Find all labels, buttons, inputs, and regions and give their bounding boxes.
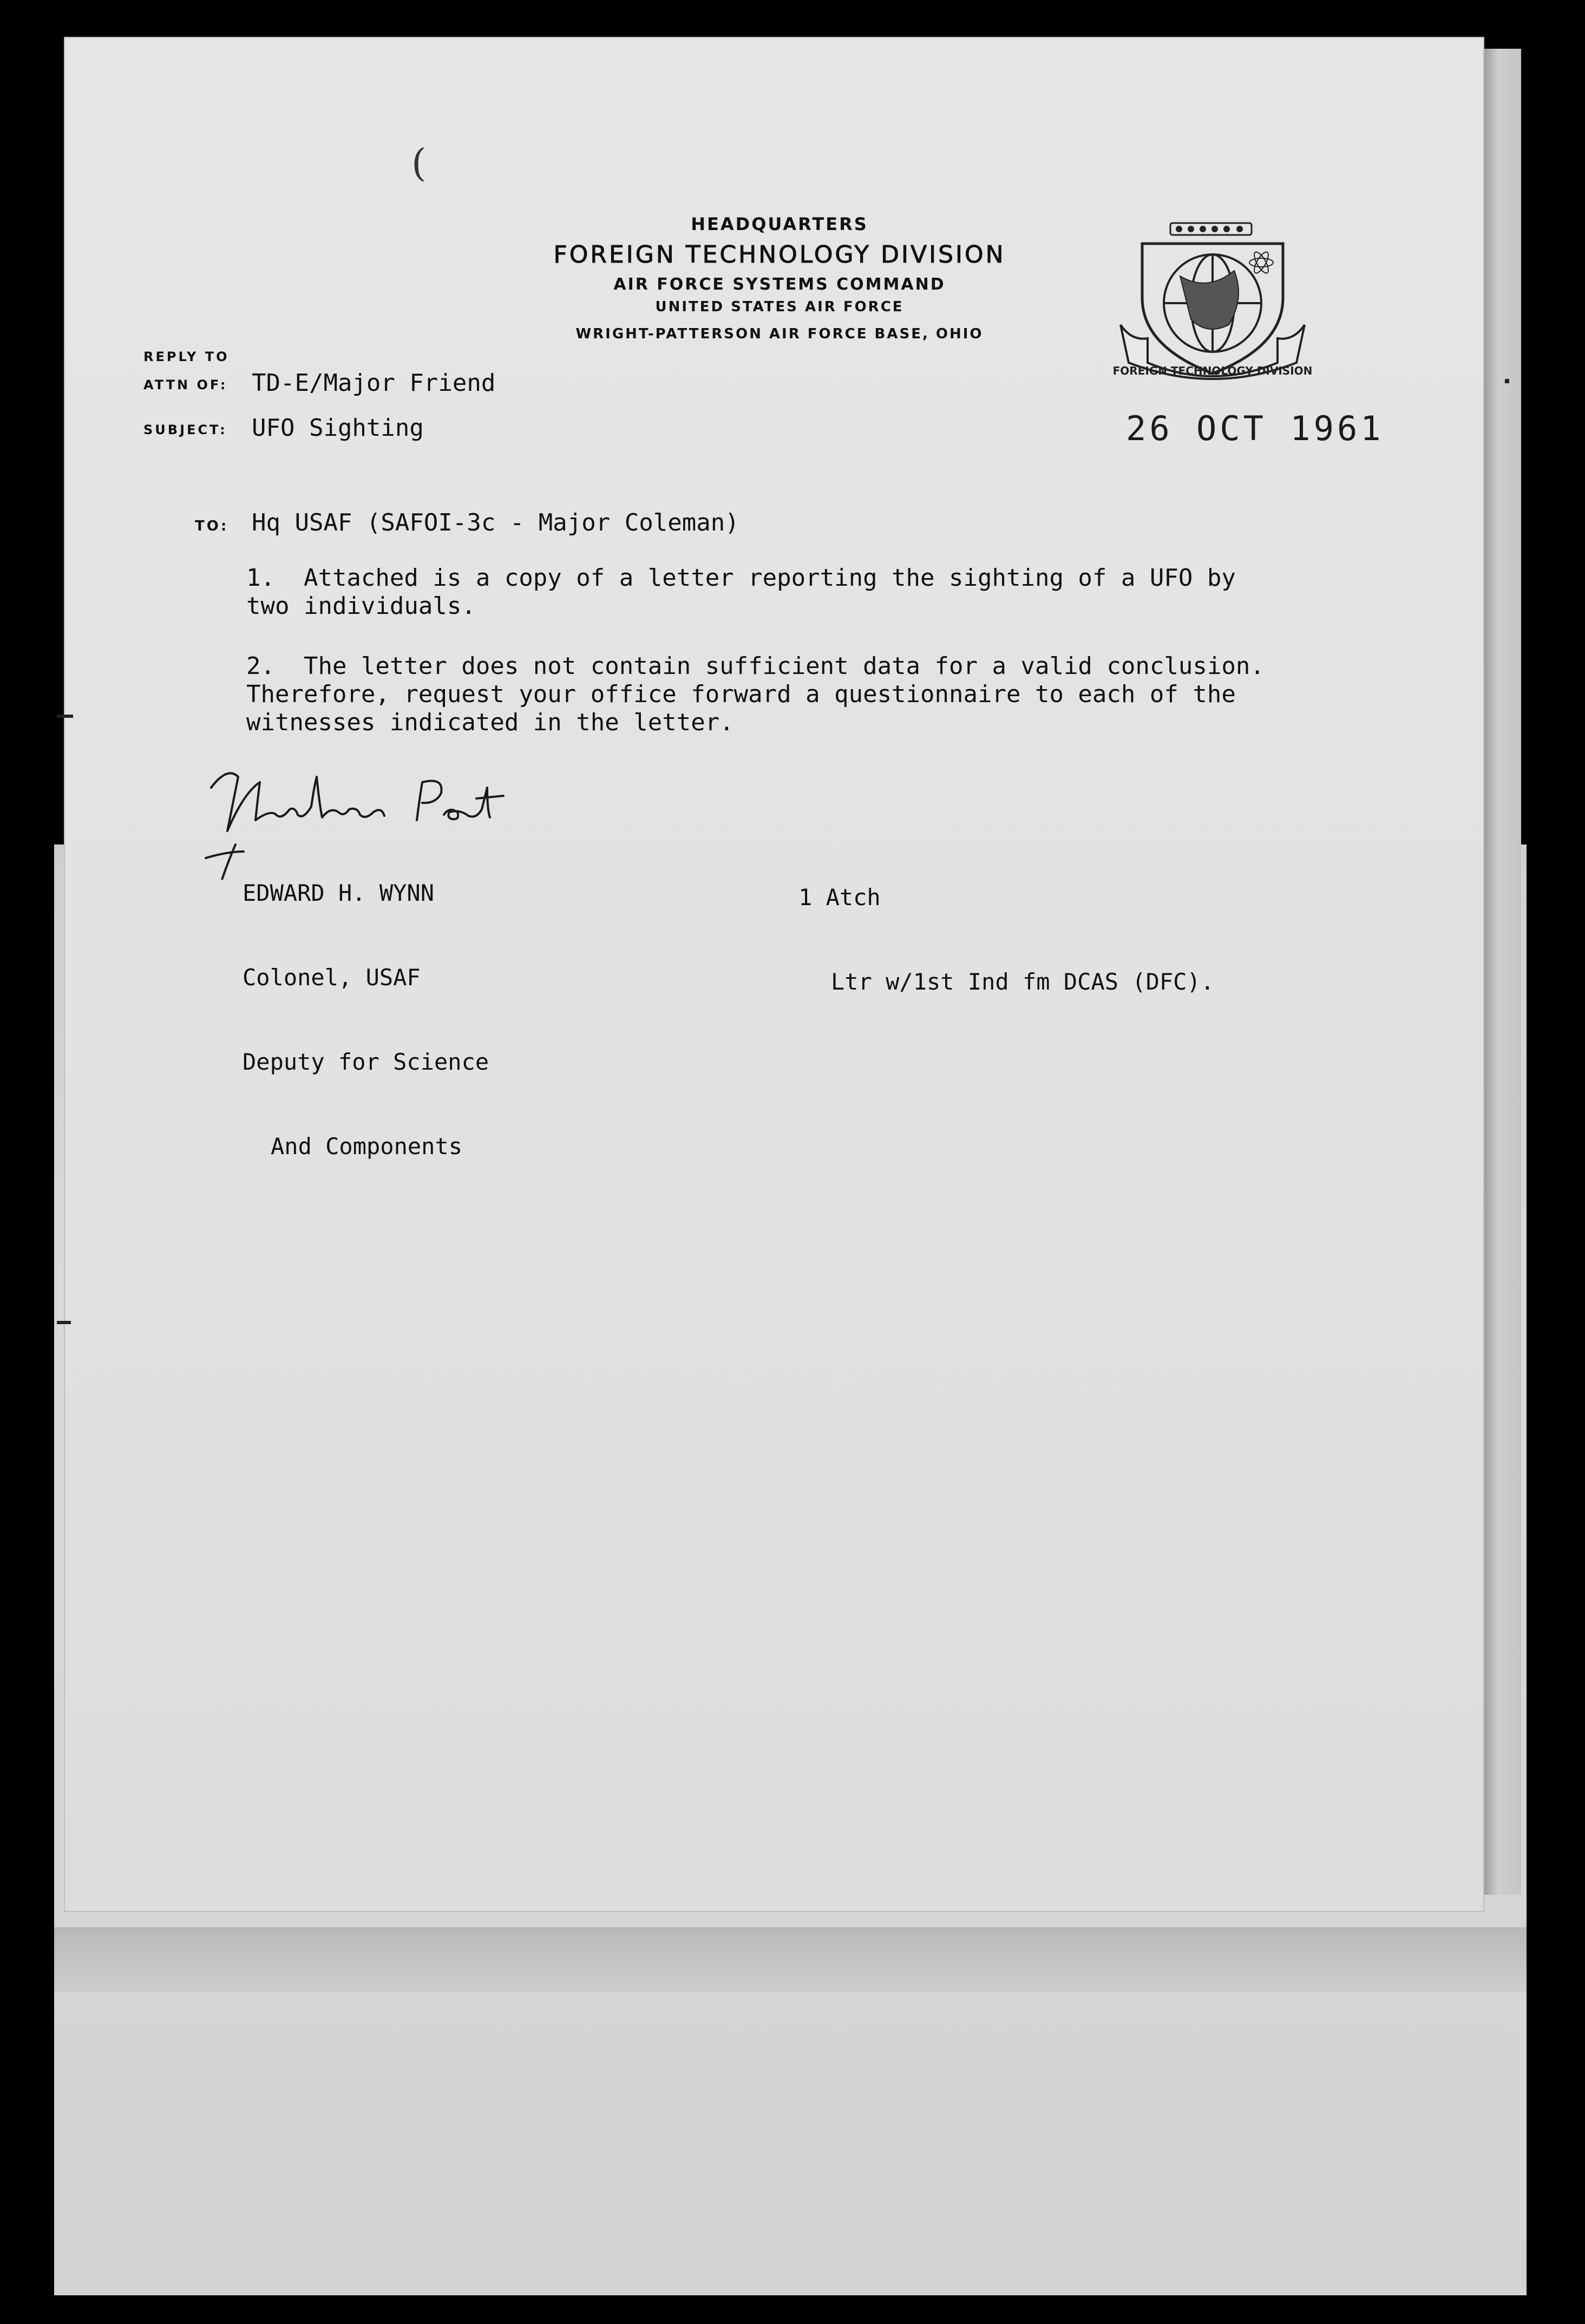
stray-mark: ( xyxy=(411,141,427,185)
attachment-count: 1 Atch xyxy=(798,884,881,911)
letterhead-command: AIR FORCE SYSTEMS COMMAND xyxy=(613,275,946,294)
attachment-block xyxy=(798,827,1214,1024)
attachment-description: Ltr w/1st Ind fm DCAS (DFC). xyxy=(831,968,1215,995)
signer-rank: Colonel, USAF xyxy=(243,964,421,991)
subject-value: UFO Sighting xyxy=(252,414,424,442)
seal-text: FOREIGN TECHNOLOGY DIVISION xyxy=(1112,364,1313,377)
signer-name: EDWARD H. WYNN xyxy=(243,880,435,906)
paragraph-2: 2. The letter does not contain sufficient data for a valid conclusion. Therefore, request your office forward a questionnaire to each of the witnesses indicated in the letter. xyxy=(246,652,1265,736)
lower-shadow-band xyxy=(54,1927,1527,1992)
attn-value: TD-E/Major Friend xyxy=(252,369,496,397)
date-stamp: 26 OCT 1961 xyxy=(1126,409,1384,448)
letterhead-headquarters: HEADQUARTERS xyxy=(691,214,868,234)
reply-to-label: REPLY TO xyxy=(143,349,230,364)
paragraph-1: 1. Attached is a copy of a letter reporting the sighting of a UFO by two individuals. xyxy=(246,564,1236,620)
sheet-edge xyxy=(1483,49,1521,1895)
attn-label: ATTN OF: xyxy=(143,377,228,392)
letterhead-division: FOREIGN TECHNOLOGY DIVISION xyxy=(553,241,1006,269)
signer-title-line2: And Components xyxy=(271,1133,463,1160)
ftd-seal-icon xyxy=(1110,217,1315,390)
signer-title-line1: Deputy for Science xyxy=(243,1049,489,1075)
to-label: TO: xyxy=(195,518,229,534)
margin-tick xyxy=(57,715,73,718)
subject-label: SUBJECT: xyxy=(143,422,227,437)
to-value: Hq USAF (SAFOI-3c - Major Coleman) xyxy=(252,509,739,536)
stray-mark xyxy=(1505,379,1509,383)
margin-tick xyxy=(57,1321,71,1324)
letterhead-base: WRIGHT-PATTERSON AIR FORCE BASE, OHIO xyxy=(575,326,984,342)
letterhead-service: UNITED STATES AIR FORCE xyxy=(655,299,904,315)
signature-block xyxy=(243,823,489,1189)
